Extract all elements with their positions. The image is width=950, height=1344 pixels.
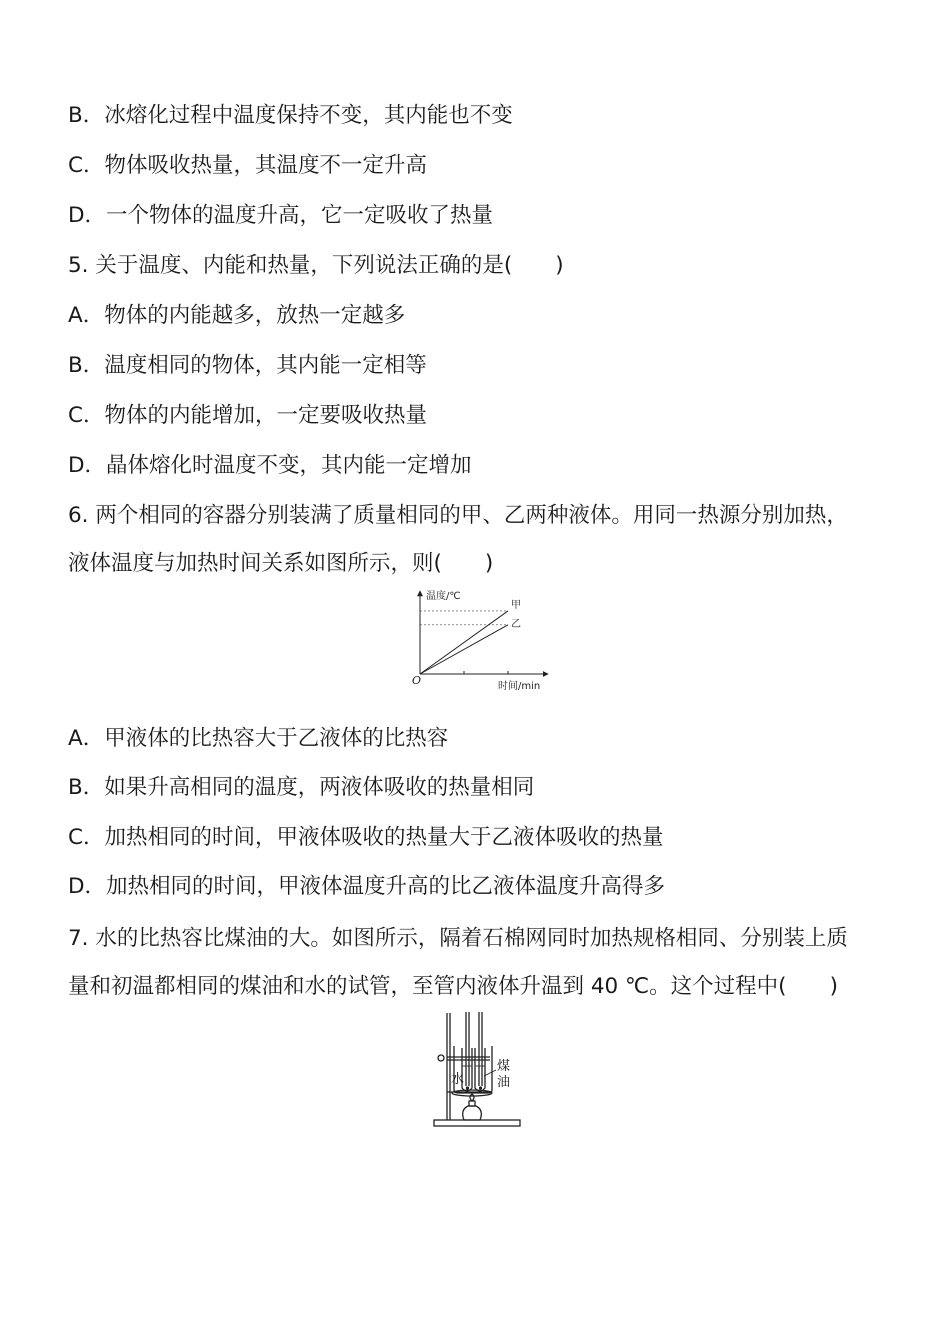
apparatus-svg bbox=[430, 1010, 530, 1132]
q7-heating-apparatus-figure bbox=[430, 1010, 530, 1132]
q6-temperature-time-chart bbox=[398, 588, 558, 694]
alcohol-lamp bbox=[463, 1106, 482, 1120]
lamp-wick-holder bbox=[469, 1101, 475, 1106]
q5-stem: 5. 关于温度、内能和热量，下列说法正确的是( ) bbox=[68, 253, 564, 278]
q6-stem-line1: 6. 两个相同的容器分别装满了质量相同的甲、乙两种液体。用同一热源分别加热， bbox=[68, 503, 848, 528]
q4-option-d: D．一个物体的温度升高，它一定吸收了热量 bbox=[68, 203, 494, 228]
series-line-yi bbox=[420, 625, 508, 674]
label-kerosene-top: 煤 bbox=[497, 1059, 511, 1074]
test-tube-kerosene bbox=[475, 1048, 485, 1091]
q5-option-c: C．物体的内能增加，一定要吸收热量 bbox=[68, 403, 428, 428]
q7-stem-line1: 7. 水的比热容比煤油的大。如图所示，隔着石棉网同时加热规格相同、分别装上质 bbox=[68, 926, 848, 951]
q6-option-b: B．如果升高相同的温度，两液体吸收的热量相同 bbox=[68, 775, 535, 800]
flame bbox=[470, 1094, 474, 1101]
clamp-screw bbox=[438, 1055, 444, 1061]
q6-option-d: D．加热相同的时间，甲液体温度升高的比乙液体温度升高得多 bbox=[68, 874, 666, 899]
q4-option-b: B．冰熔化过程中温度保持不变，其内能也不变 bbox=[68, 103, 513, 128]
q7-stem-line2: 量和初温都相同的煤油和水的试管，至管内液体升温到 40 ℃。这个过程中( ) bbox=[68, 974, 838, 999]
q6-option-c: C．加热相同的时间，甲液体吸收的热量大于乙液体吸收的热量 bbox=[68, 825, 664, 850]
x-axis-label: 时间/min bbox=[498, 681, 541, 692]
q5-option-d: D．晶体熔化时温度不变，其内能一定增加 bbox=[68, 453, 472, 478]
q4-option-c: C．物体吸收热量，其温度不一定升高 bbox=[68, 153, 428, 178]
label-water: 水 bbox=[451, 1072, 465, 1087]
q6-stem-line2: 液体温度与加热时间关系如图所示，则( ) bbox=[68, 551, 494, 576]
q5-option-a: A．物体的内能越多，放热一定越多 bbox=[68, 303, 406, 328]
q5-option-b: B．温度相同的物体，其内能一定相等 bbox=[68, 353, 427, 378]
series-label-yi: 乙 bbox=[511, 618, 521, 630]
series-label-jia: 甲 bbox=[511, 599, 521, 611]
stand-base bbox=[434, 1120, 520, 1126]
origin-label: O bbox=[412, 674, 422, 687]
q6-option-a: A．甲液体的比热容大于乙液体的比热容 bbox=[68, 726, 449, 751]
label-kerosene-bottom: 油 bbox=[497, 1075, 511, 1090]
y-axis-label: 温度/℃ bbox=[426, 591, 461, 602]
series-line-jia bbox=[420, 611, 508, 674]
chart-svg bbox=[398, 588, 558, 694]
